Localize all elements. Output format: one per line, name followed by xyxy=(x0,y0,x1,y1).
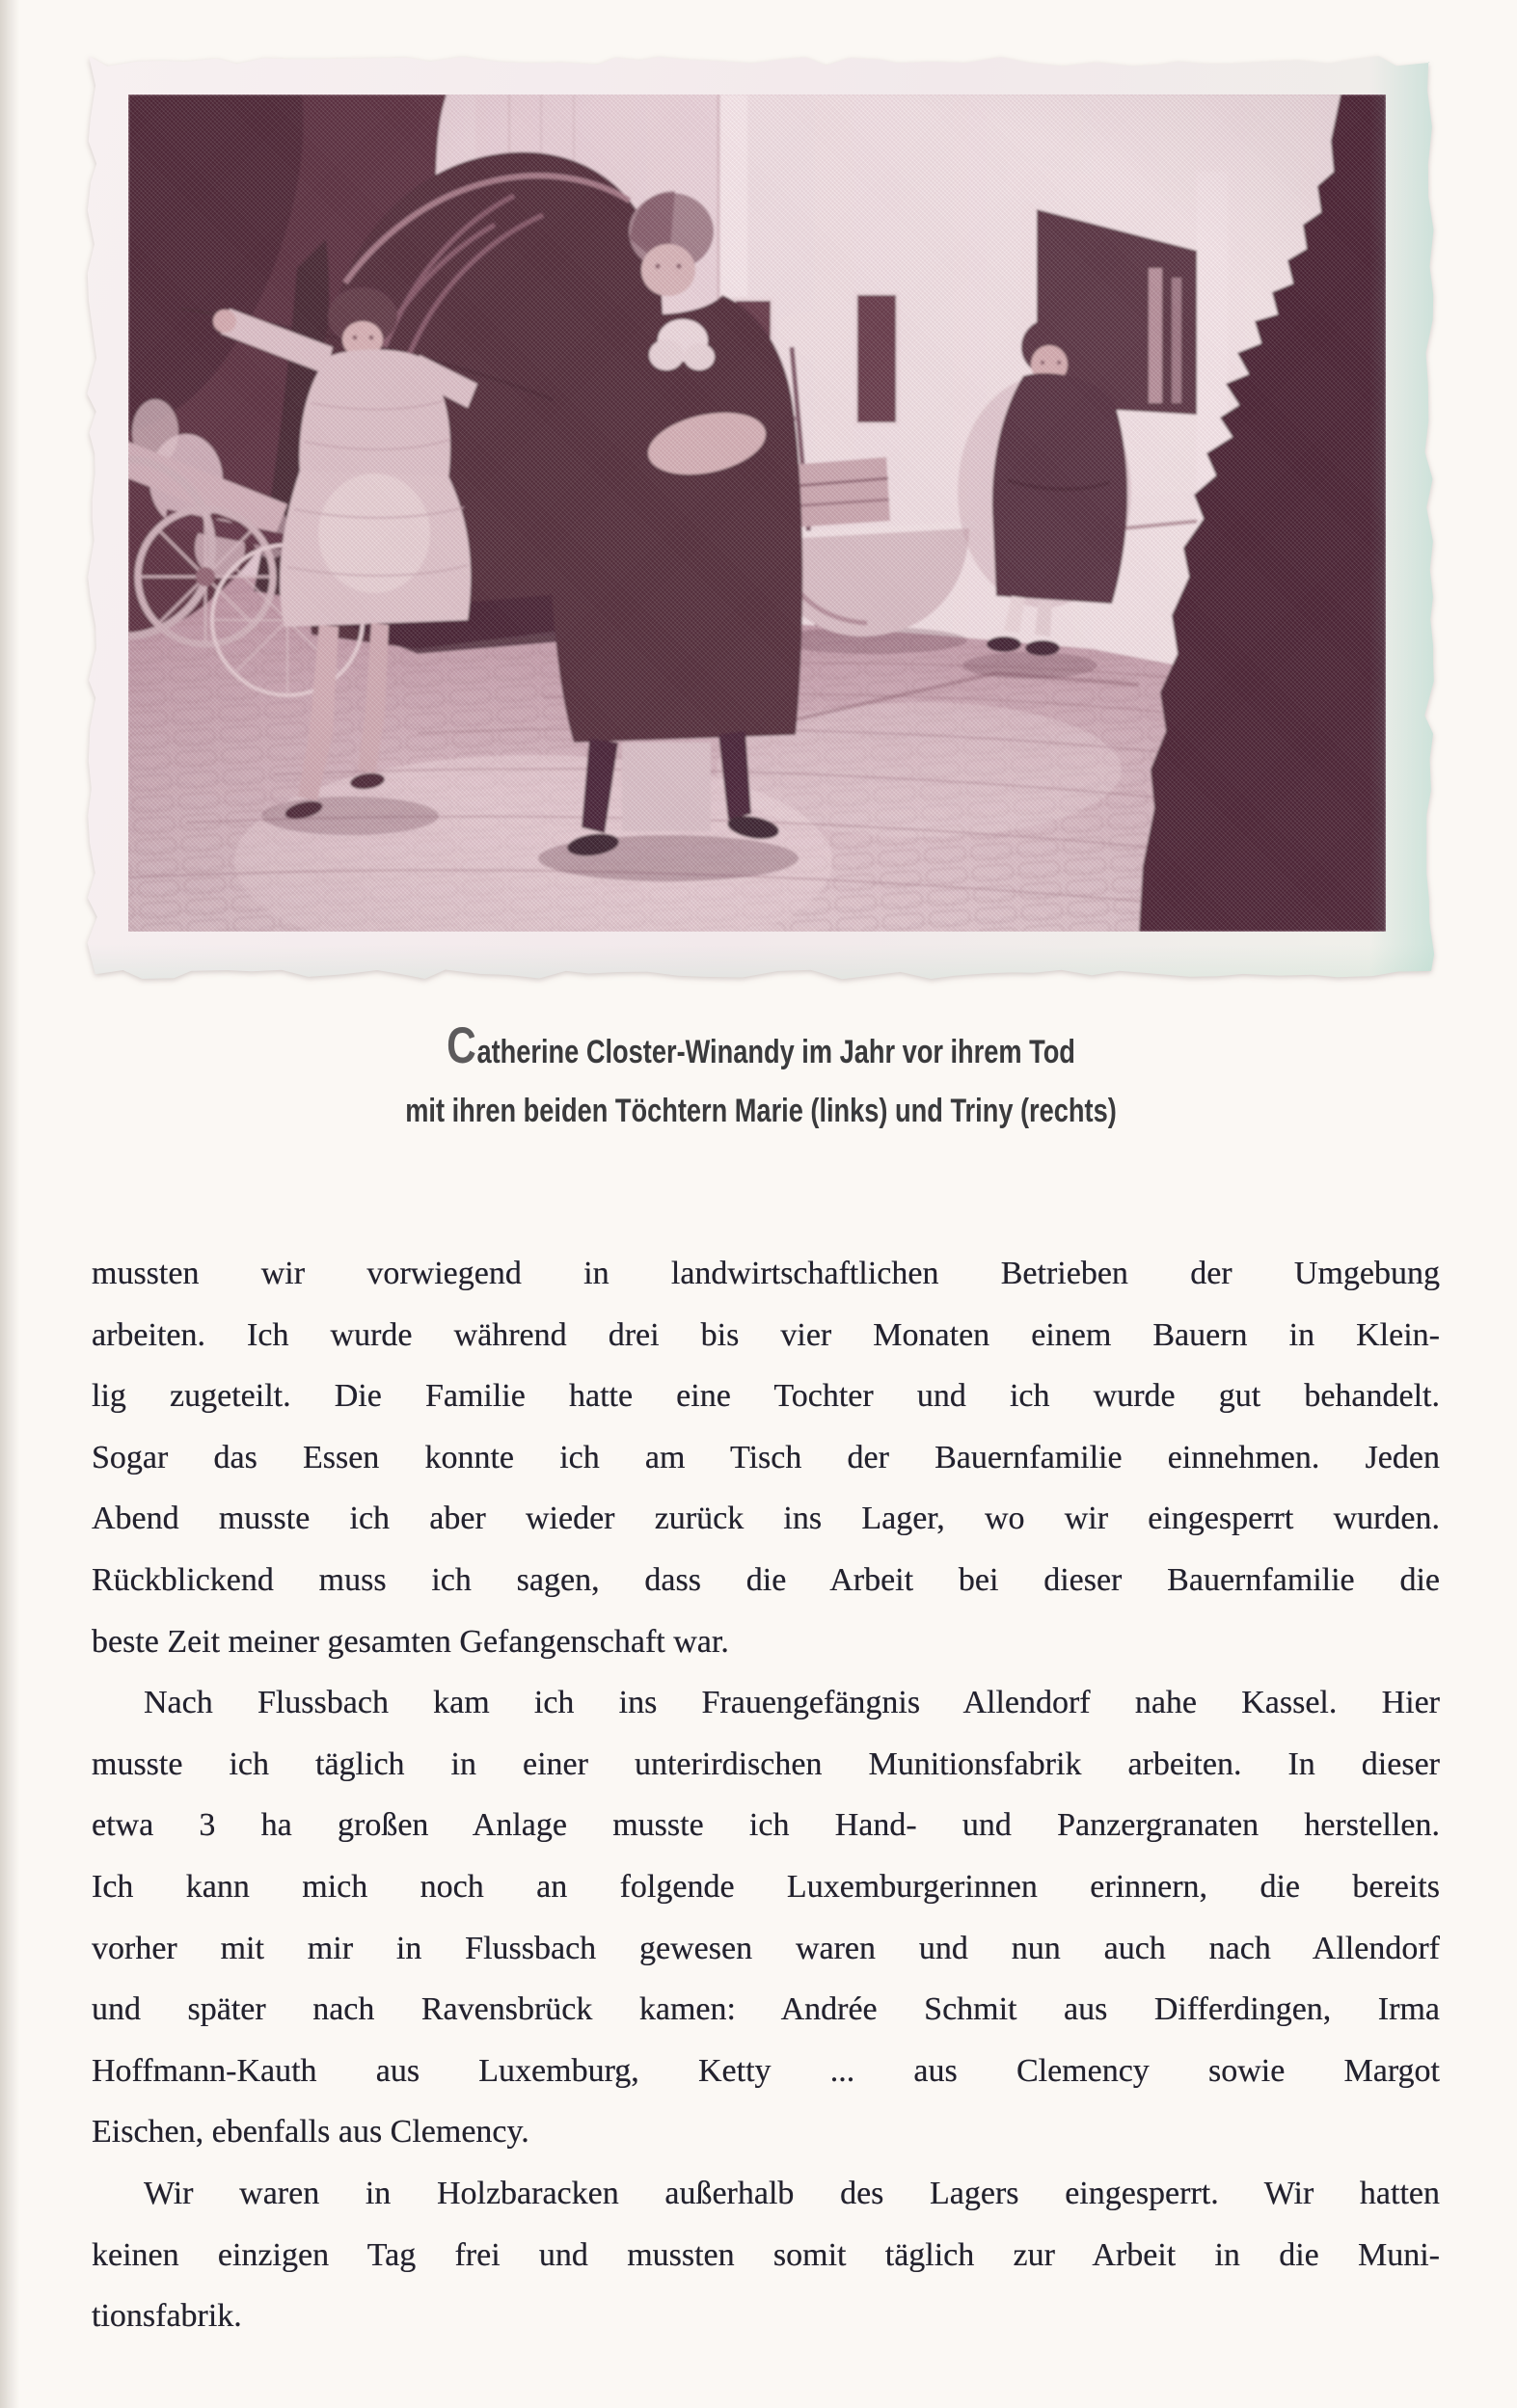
photograph-street-scene xyxy=(128,95,1386,932)
text-line: und später nach Ravensbrück kamen: Andrée Schmit aus Differdingen, Irma xyxy=(92,1991,1440,2028)
caption-line-1 xyxy=(220,1015,1302,1084)
photo-paper xyxy=(85,54,1437,982)
photo-vignette xyxy=(128,95,1386,932)
text-line: mussten wir vorwiegend in landwirtschaftlichen Betrieben der Umgebung xyxy=(92,1256,1440,1291)
text-line: vorher mit mir in Flussbach gewesen waren und nun auch nach Allendorf xyxy=(92,1930,1440,1966)
text-line: Rückblickend muss ich sagen, dass die Arbeit bei dieser Bauernfamilie die xyxy=(92,1561,1440,1598)
caption-drop-cap: C xyxy=(447,1017,476,1074)
text-line: beste Zeit meiner gesamten Gefangenschaft war. xyxy=(92,1623,729,1660)
text-line: Ich kann mich noch an folgende Luxemburgerinnen erinnern, die bereits xyxy=(92,1868,1440,1905)
text-line: etwa 3 ha großen Anlage musste ich Hand- und Panzergranaten herstellen. xyxy=(92,1807,1440,1844)
text-line: Abend musste ich aber wieder zurück ins Lager, wo wir eingesperrt wurden. xyxy=(92,1501,1440,1537)
body-text xyxy=(92,1243,1440,2347)
photo xyxy=(85,54,1437,982)
text-line: Eischen, ebenfalls aus Clemency. xyxy=(92,2114,529,2151)
caption-line-2: mit ihren beiden Töchtern Marie (links) und Triny (rechts) xyxy=(405,1093,1117,1129)
text-line: Hoffmann-Kauth aus Luxemburg, Ketty ... aus Clemency sowie Margot xyxy=(92,2052,1440,2089)
text-line: Wir waren in Holzbaracken außerhalb des Lagers eingesperrt. Wir hatten xyxy=(144,2175,1440,2211)
text-line: Nach Flussbach kam ich ins Frauengefängnis Allendorf nahe Kassel. Hier xyxy=(144,1685,1440,1721)
caption-line-1-text: atherine Closter-Winandy im Jahr vor ihrem Tod xyxy=(476,1034,1075,1070)
text-line: arbeiten. Ich wurde während drei bis vier Monaten einem Bauern in Klein- xyxy=(92,1316,1440,1353)
photo-caption xyxy=(85,1015,1437,1138)
text-line: tionsfabrik. xyxy=(92,2298,242,2335)
text-line: keinen einzigen Tag frei und mussten somit täglich zur Arbeit in die Muni- xyxy=(92,2236,1440,2273)
text-line: lig zugeteilt. Die Familie hatte eine Tochter und ich wurde gut behandelt. xyxy=(92,1378,1440,1415)
text-line: Sogar das Essen konnte ich am Tisch der Bauernfamilie einnehmen. Jeden xyxy=(92,1439,1440,1475)
text-line: musste ich täglich in einer unterirdischen Munitionsfabrik arbeiten. In dieser xyxy=(92,1745,1440,1782)
